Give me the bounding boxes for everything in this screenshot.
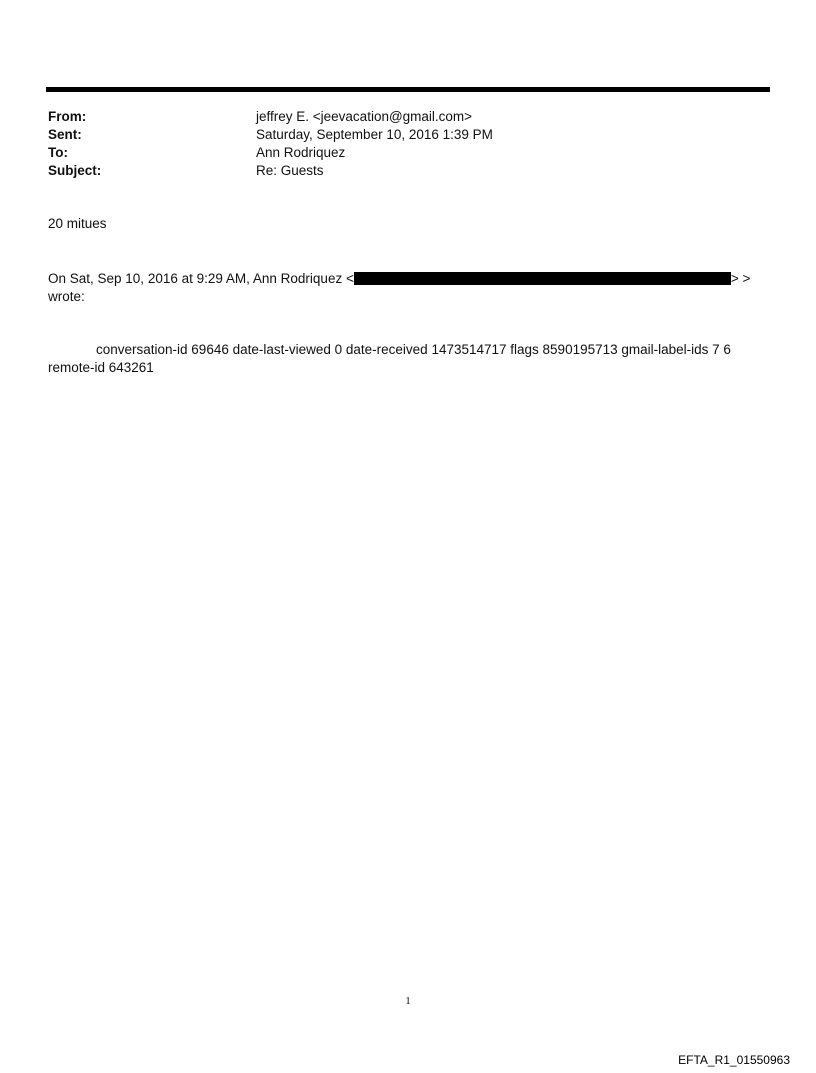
to-label: To:: [48, 145, 68, 160]
redaction-bar: [354, 272, 731, 285]
from-label: From:: [48, 109, 87, 124]
from-row: [48, 108, 748, 126]
reply-text: 20 mitues: [48, 216, 107, 231]
page-number: 1: [405, 995, 411, 1007]
subject-value: Re: Guests: [256, 163, 324, 178]
quote-intro-prefix: On Sat, Sep 10, 2016 at 9:29 AM, Ann Rodriquez <: [48, 271, 354, 286]
sent-label: Sent:: [48, 127, 82, 142]
subject-row: [48, 162, 748, 180]
metadata-text: conversation-id 69646 date-last-viewed 0 date-received 1473514717 flags 8590195713 gmail-label-ids 7 6 remote-id 643261: [48, 342, 731, 375]
to-row: [48, 144, 748, 162]
to-value: Ann Rodriquez: [256, 145, 346, 160]
bates-number: EFTA_R1_01550963: [678, 1053, 790, 1067]
quote-intro-wrote: wrote:: [48, 289, 85, 304]
email-header: [48, 108, 748, 180]
sent-row: [48, 126, 748, 144]
quote-intro: [48, 270, 758, 306]
quote-intro-suffix: > >: [730, 271, 751, 286]
from-value: jeffrey E. <jeevacation@gmail.com>: [256, 109, 473, 124]
sent-value: Saturday, September 10, 2016 1:39 PM: [256, 127, 493, 142]
subject-label: Subject:: [48, 163, 102, 178]
header-rule: [46, 87, 770, 92]
